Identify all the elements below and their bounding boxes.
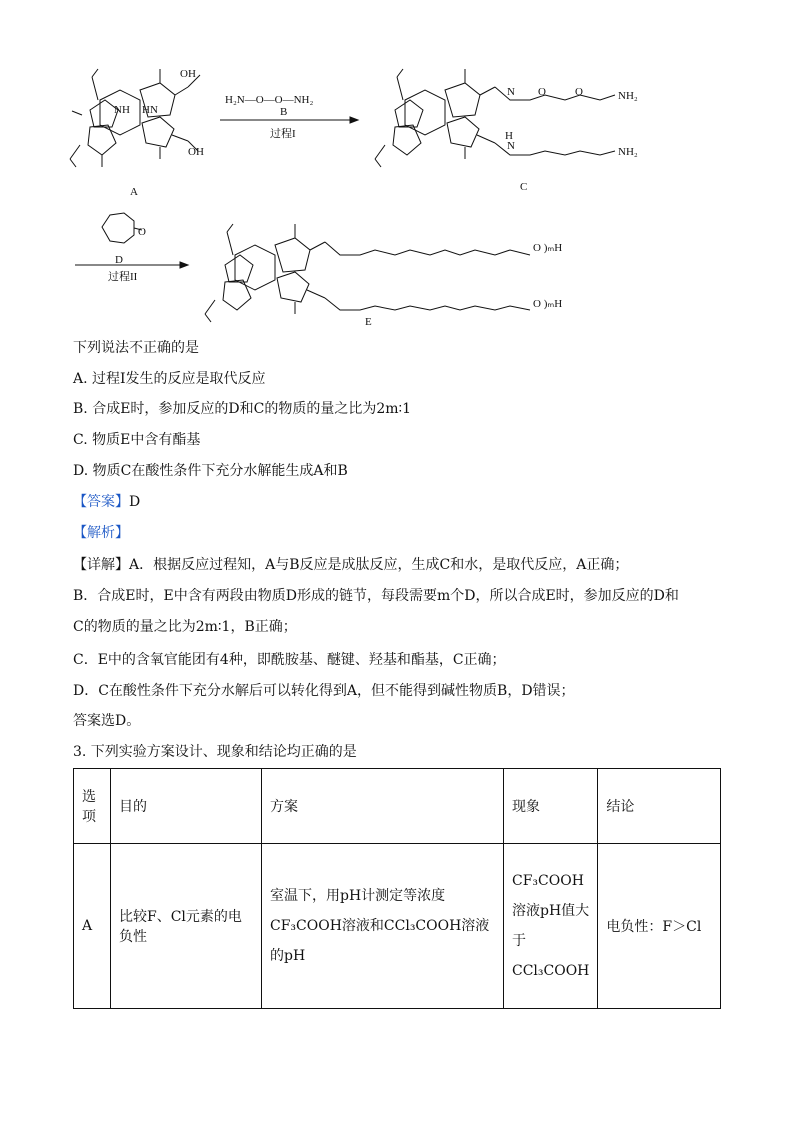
cell-conclusion: 电负性：F＞Cl xyxy=(598,844,721,1009)
a-nh: NH xyxy=(114,104,130,116)
molecule-d xyxy=(102,213,142,243)
molecule-a xyxy=(70,69,200,167)
c-nh2-bottom: NH₂ xyxy=(618,146,638,158)
label-e: E xyxy=(365,316,372,328)
c-nh2-top: NH₂ xyxy=(618,90,638,102)
detail-line-2: B．合成E时，E中含有两段由物质D形成的链节，每段需要m个D，所以合成E时，参加反应的D和 xyxy=(73,588,679,604)
option-b: B. 合成E时，参加反应的D和C的物质的量之比为2m∶1 xyxy=(73,401,412,417)
option-d: D. 物质C在酸性条件下充分水解能生成A和B xyxy=(73,463,348,479)
molecule-c xyxy=(375,69,615,167)
label-d: D xyxy=(115,254,123,266)
detail-line-5: D．C在酸性条件下充分水解后可以转化得到A，但不能得到碱性物质B，D错误； xyxy=(73,683,575,699)
process-2: 过程II xyxy=(108,271,138,283)
e-tail-bottom: O )ₘH xyxy=(533,298,563,310)
answer-value: D xyxy=(129,494,141,510)
option-c: C. 物质E中含有酯基 xyxy=(73,432,201,448)
answer-tag: 【答案】 xyxy=(73,494,129,510)
cell-purpose: 比较F、Cl元素的电负性 xyxy=(111,844,262,1009)
e-tail-top: O )ₘH xyxy=(533,242,563,254)
cell-plan: 室温下，用pH计测定等浓度CF₃COOH溶液和CCl₃COOH溶液的pH xyxy=(262,844,504,1009)
a-oh-top: OH xyxy=(180,68,196,80)
c-amide-n-bottom: N xyxy=(507,140,515,152)
a-hn: HN xyxy=(142,104,158,116)
process-1: 过程I xyxy=(270,128,296,140)
label-c: C xyxy=(520,181,528,193)
a-oh-bottom: OH xyxy=(188,146,204,158)
option-a: A. 过程Ⅰ发生的反应是取代反应 xyxy=(73,371,266,387)
detail-line-1 xyxy=(73,555,628,575)
detail-text-1: A．根据反应过程知，A与B反应是成肽反应，生成C和水，是取代反应，A正确； xyxy=(129,557,629,573)
label-a: A xyxy=(130,186,138,198)
header-purpose: 目的 xyxy=(111,769,262,844)
label-b: B xyxy=(280,106,288,118)
q3-table xyxy=(73,768,721,1009)
answer-conclusion: 答案选D。 xyxy=(73,713,141,729)
table-row xyxy=(74,844,721,1009)
c-amide-n-top: N xyxy=(507,86,515,98)
c-ether-o-2: O xyxy=(575,86,583,98)
answer-line xyxy=(73,492,140,512)
cell-option: A xyxy=(74,844,111,1009)
c-ether-o-1: O xyxy=(538,86,546,98)
header-conclusion: 结论 xyxy=(598,769,721,844)
cell-phenomenon: CF₃COOH溶液pH值大于CCl₃COOH xyxy=(504,844,598,1009)
header-phenomenon: 现象 xyxy=(504,769,598,844)
question-stem: 下列说法不正确的是 xyxy=(73,340,199,356)
reaction-scheme xyxy=(60,55,740,335)
header-plan: 方案 xyxy=(262,769,504,844)
q3-stem: 3. 下列实验方案设计、现象和结论均正确的是 xyxy=(73,744,357,760)
analysis-tag: 【解析】 xyxy=(73,525,129,541)
table-header-row xyxy=(74,769,721,844)
detail-tag: 【详解】 xyxy=(73,557,129,573)
detail-line-3: C的物质的量之比为2m∶1，B正确； xyxy=(73,619,297,635)
reagent-b-formula: H₂N—O—O—NH₂ xyxy=(225,94,314,106)
d-carbonyl-o: O xyxy=(138,226,146,238)
c-amide-h: H xyxy=(505,130,513,142)
detail-line-4: C．E中的含氧官能团有4种，即酰胺基、醚键、羟基和酯基，C正确； xyxy=(73,652,506,668)
molecule-e xyxy=(205,224,530,322)
header-option: 选项 xyxy=(74,769,111,844)
